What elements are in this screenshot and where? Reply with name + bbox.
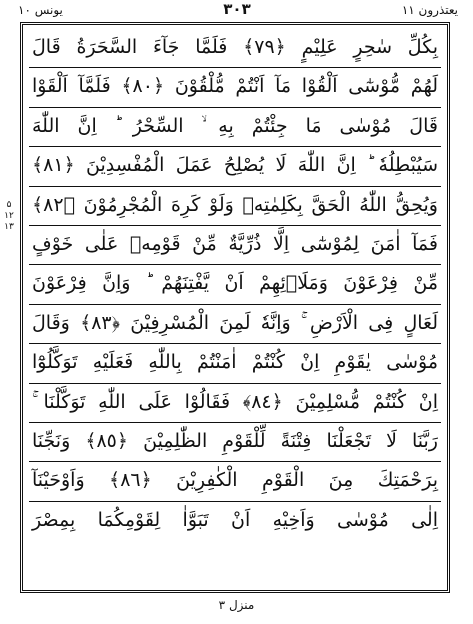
juz-name: یعتذرون ۱۱ xyxy=(401,3,458,17)
verse-line: اِلٰى مُوْسٰى وَاَخِيْهِ اَنْ تَبَوَّاٰ لِقَوْمِكُمَا بِمِصْرَ xyxy=(32,508,438,531)
verse-line: لَعَالٍ فِى الْاَرْضِ ۚ وَاِنَّهٗ لَمِنَ الْمُسْرِفِيْنَ ﴿٨٣﴾ وَقَالَ xyxy=(29,305,441,344)
page-header xyxy=(14,0,460,20)
verse-lines xyxy=(29,29,441,586)
verse-line: قَالَ مُوْسٰى مَا جِئْتُمْ بِهِ ۙ السِّحْرُ ؕ اِنَّ اللّٰهَ xyxy=(29,108,441,147)
verse-line: وَيُحِقُّ اللّٰهُ الْحَقَّ بِكَلِمٰتِهٖ وَلَوْ كَرِهَ الْمُجْرِمُوْنَ ﴿٨٢﴾ xyxy=(29,187,441,226)
ruku-marker xyxy=(1,200,17,233)
page-number: ۳۰۳ xyxy=(223,0,251,18)
verse-line: رَبَّنَا لَا تَجْعَلْنَا فِتْنَةً لِّلْقَوْمِ الظّٰلِمِيْنَ ﴿٨٥﴾ وَنَجِّنَا xyxy=(29,423,441,462)
verse-line: اِنْ كُنْتُمْ مُّسْلِمِيْنَ ﴿٨٤﴾ فَقَالُوْا عَلَى اللّٰهِ تَوَكَّلْنَا ۚ xyxy=(29,384,441,423)
verse-line: فَمَآ اٰمَنَ لِمُوْسٰٓى اِلَّا ذُرِّيَّةٌ مِّنْ قَوْمِهٖ عَلٰى خَوْفٍ xyxy=(29,226,441,265)
verse-line: بِكُلِّ سٰحِرٍ عَلِيْمٍ ﴿٧٩﴾ فَلَمَّا جَآءَ السَّحَرَةُ قَالَ xyxy=(29,29,441,68)
manzil-footer: منزل ۳ xyxy=(218,598,255,612)
verse-line: بِرَحْمَتِكَ مِنَ الْقَوْمِ الْكٰفِرِيْنَ ﴿٨٦﴾ وَاَوْحَيْنَآ xyxy=(29,462,441,501)
verse-line: مُوْسٰى يٰقَوْمِ اِنْ كُنْتُمْ اٰمَنْتُمْ بِاللّٰهِ فَعَلَيْهِ تَوَكَّلُوْٓا xyxy=(29,344,441,383)
ruku-marker-bottom: ۱۳ xyxy=(4,222,14,232)
ruku-marker-top: ۵ xyxy=(6,200,12,210)
ruku-marker-middle: ۱۲ xyxy=(4,211,14,221)
verse-line: لَهُمْ مُّوْسٰٓى اَلْقُوْا مَآ اَنْتُمْ مُّلْقُوْنَ ﴿٨٠﴾ فَلَمَّآ اَلْقَوْا xyxy=(29,68,441,107)
verse-line: مِّنْ فِرْعَوْنَ وَمَلَا۠ئِهِمْ اَنْ يَّفْتِنَهُمْ ؕ وَاِنَّ فِرْعَوْنَ xyxy=(29,265,441,304)
verse-line: سَيُبْطِلُهٗ ؕ اِنَّ اللّٰهَ لَا يُصْلِحُ عَمَلَ الْمُفْسِدِيْنَ ﴿٨١﴾ xyxy=(29,147,441,186)
surah-name: یونس ۱۰ xyxy=(18,3,63,17)
text-frame xyxy=(20,22,450,593)
